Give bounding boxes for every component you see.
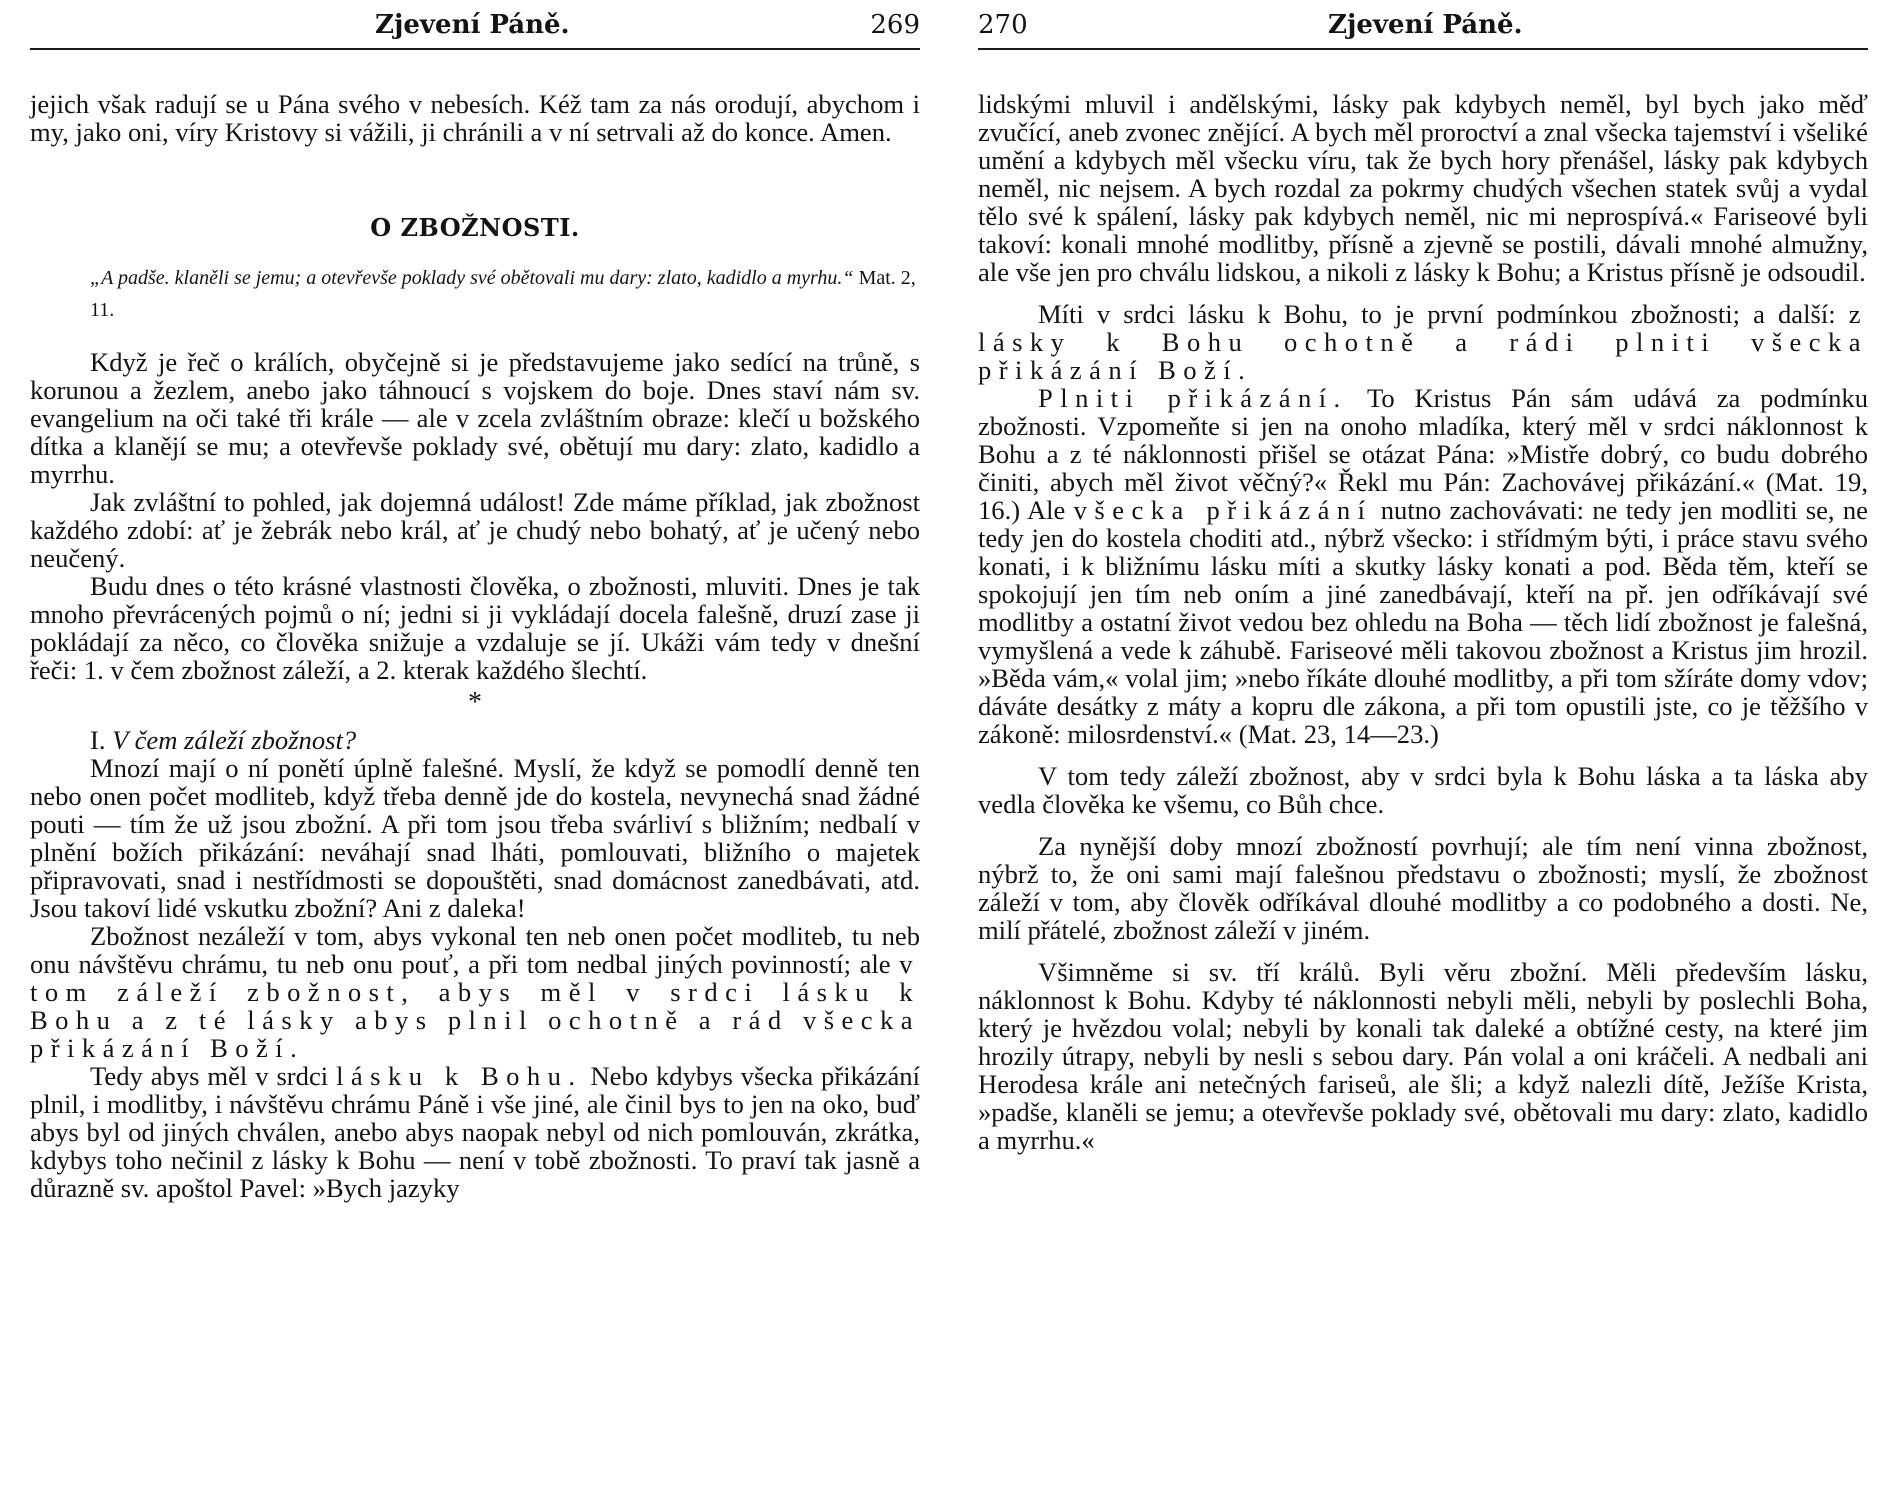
- spaced-emphasis: všecka přikázání: [1073, 495, 1373, 525]
- section-title: V čem záleží zbožnost?: [112, 725, 357, 755]
- paragraph: Budu dnes o této krásné vlastnosti člověka, o zbožnosti, mluviti. Dnes je tak mnoho převrácených pojmů o ní; jedni si ji vykládají docela falešně, druzí zase ji pokládají za něco, co člověka snižuje a vzdaluje se jí. Ukáži vám tedy v dnešní řeči: 1. v čem zbožnost záleží, a 2. kterak každého šlechtí.: [30, 571, 920, 685]
- motto-reference: Mat. 2, 11.: [90, 267, 916, 321]
- left-page: [30, 8, 920, 1488]
- page-number: 269: [870, 10, 920, 40]
- spaced-emphasis: lásku k Bohu.: [336, 1061, 583, 1091]
- text-run: Nebo kdybys všecka přikázání plnil, i modlitby, i návštěvu chrámu Páně i vše jiné, ale činil bys to jen na oko, buď abys byl od jiných chválen, anebo abys naopak nebyl od nich pomlouván, zkrátka, kdybys toho nečinil z lásky k Bohu — není v tobě zbožnosti. To praví tak jasně a důrazně sv. apoštol Pavel: »Bych jazyky: [30, 1061, 920, 1203]
- text-run: Tedy abys měl v srdci: [90, 1061, 329, 1091]
- section-heading: [30, 726, 920, 754]
- text-run: To Kristus Pán sám udává za podmínku zbožnosti. Vzpomeňte si jen na onoho mladíka, který měl v srdci náklonnost k Bohu a z té náklonnosti přišel se otázat Pána: »Mistře dobrý, co budu dobrého činiti, abych měl život věčný?« Řekl mu Pán: Zachovávej přikázání.« (Mat. 19, 16.) Ale: [978, 383, 1868, 525]
- right-page: [978, 8, 1868, 1488]
- paragraph: [30, 922, 920, 1062]
- paragraph: V tom tedy záleží zbožnost, aby v srdci byla k Bohu láska a ta láska aby vedla člověka ke všemu, co Bůh chce.: [978, 761, 1868, 819]
- spaced-emphasis: v tom záleží zbožnost, abys měl v srdci lásku k Bohu a z té lásky abys plnil ochotně a rád všecka přikázání Boží.: [30, 949, 921, 1063]
- paragraph: [978, 300, 1868, 384]
- right-page-header: [978, 8, 1868, 50]
- intro-paragraph: jejich však radují se u Pána svého v nebesích. Kéž tam za nás orodují, abychom i my, jako oni, víry Kristovy si vážili, ji chránili a v ní setrvali až do konce. Amen.: [30, 89, 920, 147]
- paragraph: [30, 1062, 920, 1202]
- paragraph: Za nynější doby mnozí zbožností povrhují; ale tím není vinna zbožnost, nýbrž to, že oni sami mají falešnou představu o zbožnosti; myslí, že zbožnost záleží v tom, aby člověk odříkával dlouhé modlitby a co podobného a dosti. Ne, milí přátelé, zbožnost záleží v jiném.: [978, 831, 1868, 945]
- paragraph: Mnozí mají o ní ponětí úplně falešné. Myslí, že když se pomodlí denně ten nebo onen počet modliteb, když třeba denně jde do kostela, nevynechá snad žádné pouti — tím že už jsou zbožní. A při tom jsou třeba svárliví s bližním; nedbalí v plnění božích přikázání: neváhají snad lháti, pomlouvati, bližního o majetek připravovati, snad i nestřídmosti se dopouštěti, snad domácnost zanedbávati, atd. Jsou takoví lidé vskutku zbožní? Ani z daleka!: [30, 753, 920, 923]
- text-run: Zbožnost nezáleží v tom, abys vykonal ten neb onen počet modliteb, tu neb onu návštěvu chrámu, tu neb onu pouť, a při tom nedbal jiných povinností; ale: [30, 921, 920, 979]
- spaced-emphasis: Plniti přikázání.: [1038, 383, 1348, 413]
- left-page-header: [30, 8, 920, 50]
- section-divider-star: *: [468, 687, 482, 718]
- section-number: I.: [90, 725, 106, 755]
- right-page-body: [978, 90, 1868, 1154]
- spaced-emphasis: z lásky k Bohu ochotně a rádi plniti všecka přikázání Boží.: [978, 299, 1868, 385]
- motto-text: „A padše. klaněli se jemu; a otevřevše poklady své obětovali mu dary: zlato, kadidlo a myrhu.“: [90, 267, 854, 289]
- motto-quote: [90, 262, 920, 326]
- chapter-heading: O ZBOŽNOSTI.: [370, 213, 580, 242]
- left-page-body: [30, 90, 920, 1202]
- text-run: nutno zachovávati: ne tedy jen modliti se, ne tedy jen do kostela choditi atd., nýbrž všecko: i střídmým býti, i práce stavu svého konati, i k bližnímu lásku míti a skutky lásky konati a pod. Běda těm, kteří se spokojují jen tím neb oním a jiné zanedbávají, kteří na př. jen odříkávají své modlitby a ostatní život vedou bez ohledu na Boha — těch lidí zbožnost je falešná, vymyšlená a vede k záhubě. Fariseové měli takovou zbožnost a Kristus jim hrozil. »Běda vám,« volal jim; »nebo říkáte dlouhé modlitby, a při tom sžíráte domy vdov; dáváte desátky z máty a kopru dle zákona, a při tom opustili jste, co je těžšího v zákoně: milosrdenství.« (Mat. 23, 14—23.): [978, 495, 1868, 749]
- running-title: Zjevení Páně.: [1328, 10, 1523, 40]
- text-run: Míti v srdci lásku k Bohu, to je první podmínkou zbožnosti; a další:: [1038, 299, 1836, 329]
- paragraph: Když je řeč o králích, obyčejně si je představujeme jako sedící na trůně, s korunou a žezlem, anebo jako táhnoucí s vojskem do boje. Dnes staví nám sv. evangelium na oči také tři krále — ale v zcela zvláštním obraze: klečí u božského dítka a klanějí se mu; a otevřevše poklady své, obětují mu dary: zlato, kadidlo a myrrhu.: [30, 347, 920, 489]
- paragraph: Všimněme si sv. tří králů. Byli věru zbožní. Měli především lásku, náklonnost k Bohu. Kdyby té náklonnosti nebyli měli, nebyli by poslechli Boha, který je hvězdou volal; nebyli by konali tak daleké a obtížné cesty, na které jim hrozily útrapy, nebyli by nesli s sebou dary. Pán volal a oni kráčeli. A nedbali ani Herodesa krále ani netečných fariseů, ale šli; a když nalezli dítě, Ježíše Krista, »padše, klaněli se jemu; a otevřevše poklady své, obětovali mu dary: zlato, kadidlo a myrrhu.«: [978, 957, 1868, 1155]
- running-title: Zjevení Páně.: [375, 10, 570, 40]
- page-number: 270: [978, 10, 1028, 40]
- paragraph: [978, 384, 1868, 748]
- paragraph: lidskými mluvil i andělskými, lásky pak kdybych neměl, byl bych jako měď zvučící, aneb zvonec znějící. A bych měl proroctví a znal všecka tajemství i všeliké umění a kdybych měl všecku víru, tak že bych hory přenášel, lásky pak kdybych neměl, nic nejsem. A bych rozdal za pokrmy chudých všechen statek svůj a vydal tělo své k spálení, lásky pak kdybych neměl, nic mi neprospívá.« Fariseové byli takoví: konali mnohé modlitby, přísně a zjevně se postili, dávali mnohé almužny, ale vše jen pro chválu lidskou, a nikoli z lásky k Bohu; a Kristus přísně je odsoudil.: [978, 89, 1868, 287]
- paragraph: Jak zvláštní to pohled, jak dojemná událost! Zde máme příklad, jak zbožnost každého zdobí: ať je žebrák nebo král, ať je chudý nebo bohatý, ať je učený nebo neučený.: [30, 487, 920, 573]
